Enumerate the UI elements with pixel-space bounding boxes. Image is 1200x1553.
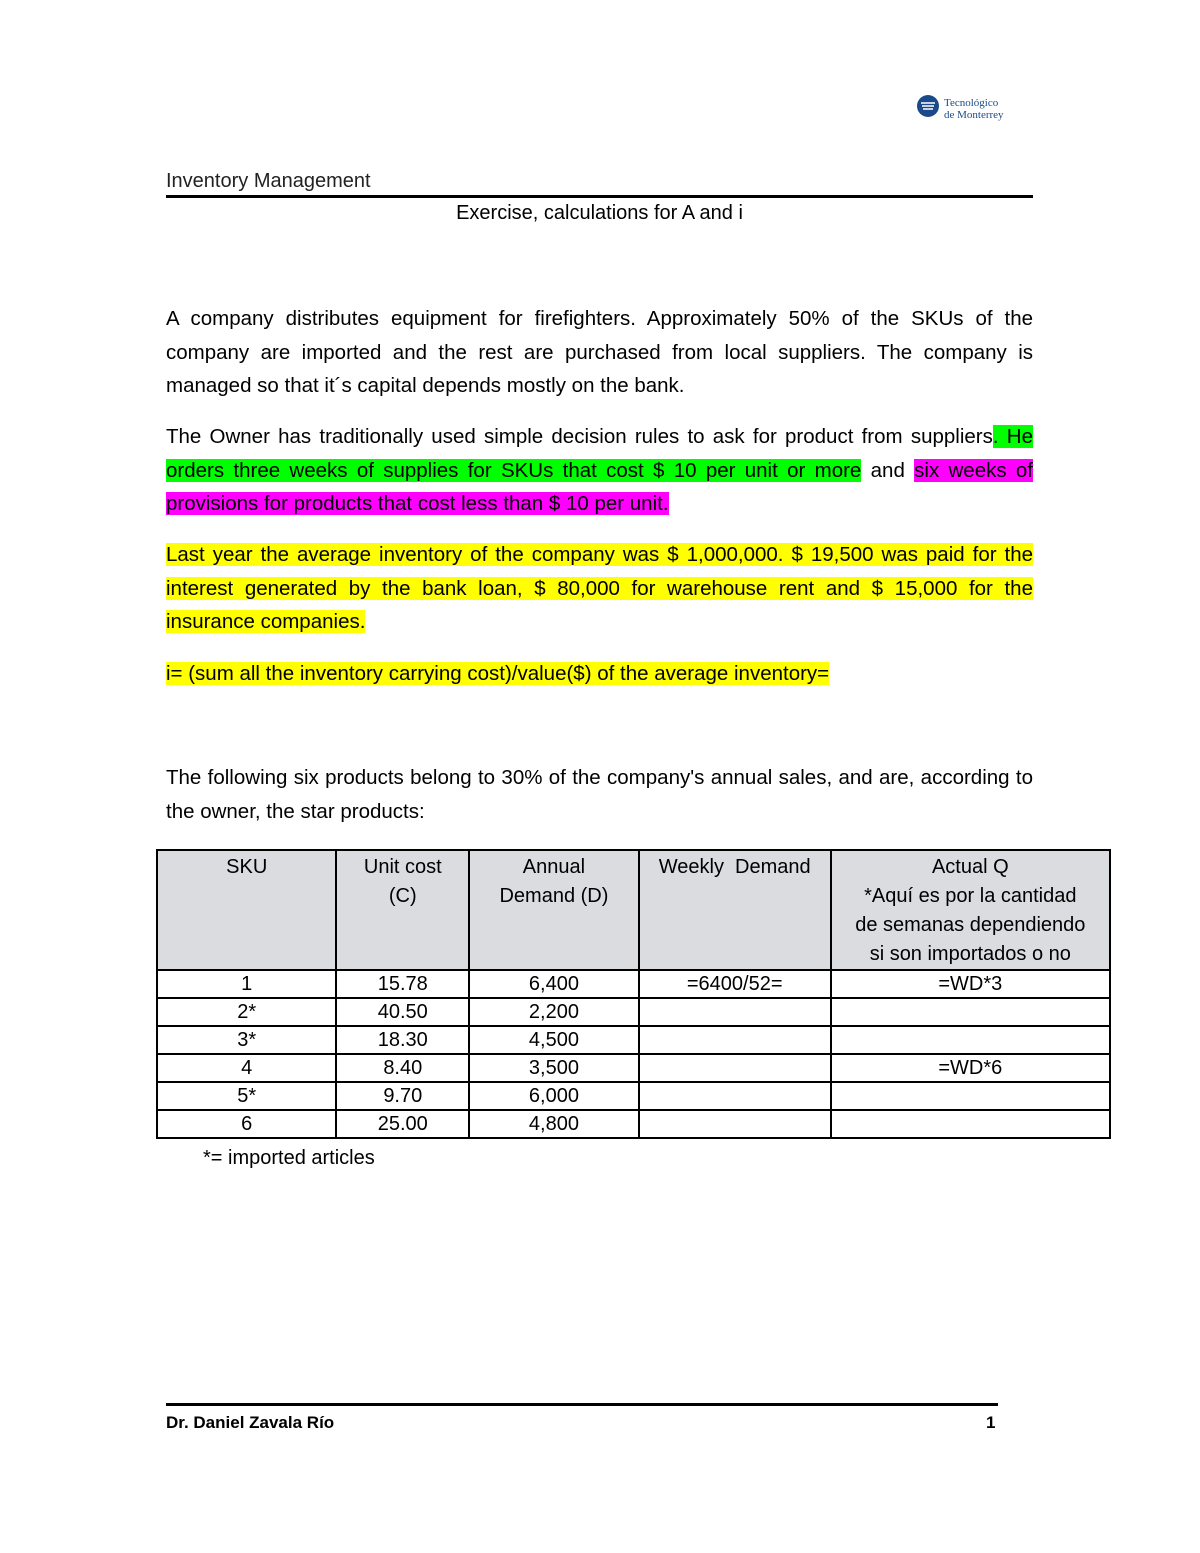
cell-sku: 4 xyxy=(157,1054,336,1082)
table-row xyxy=(157,1082,1110,1110)
cell-weekly-demand xyxy=(639,1054,831,1082)
cell-actual-q: =WD*3 xyxy=(831,970,1110,998)
header-annual-demand: Annual Demand (D) xyxy=(469,850,639,970)
table-row xyxy=(157,1026,1110,1054)
cell-weekly-demand xyxy=(639,1026,831,1054)
costs-highlight: Last year the average inventory of the company was $ 1,000,000. $ 19,500 was paid for the interest generated by the bank loan, $ 80,000 for warehouse rent and $ 15,000 for the insurance companies. xyxy=(166,543,1033,633)
header-actual-q: Actual Q *Aquí es por la cantidad de semanas dependiendo si son importados o no xyxy=(831,850,1110,970)
logo-line-2: de Monterrey xyxy=(944,109,1004,121)
table-header-row xyxy=(157,850,1110,970)
cell-actual-q xyxy=(831,1026,1110,1054)
cell-sku: 1 xyxy=(157,970,336,998)
table-row xyxy=(157,1110,1110,1138)
header-weekly-demand: Weekly Demand xyxy=(639,850,831,970)
cell-weekly-demand xyxy=(639,1082,831,1110)
footer-divider xyxy=(166,1403,998,1406)
products-table xyxy=(156,849,1111,1139)
rules-and-text: and xyxy=(861,458,915,482)
cell-weekly-demand: =6400/52= xyxy=(639,970,831,998)
cell-weekly-demand xyxy=(639,1110,831,1138)
cell-unit-cost: 8.40 xyxy=(336,1054,469,1082)
formula-highlight: i= (sum all the inventory carrying cost)/value($) of the average inventory= xyxy=(166,662,830,685)
cell-unit-cost: 18.30 xyxy=(336,1026,469,1054)
three-weeks-rule-highlight: . He orders three weeks of supplies for SKUs that cost $ 10 per unit or more xyxy=(166,425,1033,482)
page-number: 1 xyxy=(986,1413,996,1432)
header-sku: SKU xyxy=(157,850,336,970)
cell-unit-cost: 15.78 xyxy=(336,970,469,998)
cell-annual-demand: 6,400 xyxy=(469,970,639,998)
costs-paragraph xyxy=(166,538,1033,639)
cell-annual-demand: 4,500 xyxy=(469,1026,639,1054)
logo-line-1: Tecnológico xyxy=(944,97,999,109)
decision-rules-paragraph xyxy=(166,420,1033,521)
cell-sku: 5* xyxy=(157,1082,336,1110)
header-divider xyxy=(166,195,1033,198)
cell-annual-demand: 3,500 xyxy=(469,1054,639,1082)
table-row xyxy=(157,1054,1110,1082)
cell-annual-demand: 2,200 xyxy=(469,998,639,1026)
course-title: Inventory Management xyxy=(166,170,371,192)
cell-actual-q xyxy=(831,998,1110,1026)
exercise-title: Exercise, calculations for A and i xyxy=(456,202,743,224)
cell-sku: 6 xyxy=(157,1110,336,1138)
formula-paragraph xyxy=(166,657,1033,691)
six-weeks-rule-highlight: six weeks of provisions for products that cost less than $ 10 per unit. xyxy=(166,458,1033,515)
cell-actual-q xyxy=(831,1082,1110,1110)
intro-paragraph: A company distributes equipment for firefighters. Approximately 50% of the SKUs of the company are imported and the rest are purchased from local suppliers. The company is managed so that it´s capital depends mostly on the bank. xyxy=(166,307,1033,397)
cell-unit-cost: 25.00 xyxy=(336,1110,469,1138)
cell-unit-cost: 9.70 xyxy=(336,1082,469,1110)
tec-logo xyxy=(916,94,1016,126)
cell-actual-q: =WD*6 xyxy=(831,1054,1110,1082)
rules-intro-text: The Owner has traditionally used simple decision rules to ask for product from suppliers xyxy=(166,425,993,448)
imported-footnote: *= imported articles xyxy=(203,1147,375,1169)
tec-logo-emblem-icon xyxy=(916,94,940,118)
cell-sku: 3* xyxy=(157,1026,336,1054)
cell-sku: 2* xyxy=(157,998,336,1026)
cell-unit-cost: 40.50 xyxy=(336,998,469,1026)
cell-annual-demand: 6,000 xyxy=(469,1082,639,1110)
cell-weekly-demand xyxy=(639,998,831,1026)
table-row xyxy=(157,970,1110,998)
cell-actual-q xyxy=(831,1110,1110,1138)
cell-annual-demand: 4,800 xyxy=(469,1110,639,1138)
footer-author: Dr. Daniel Zavala Río xyxy=(166,1413,335,1432)
header-unit-cost: Unit cost (C) xyxy=(336,850,469,970)
table-row xyxy=(157,998,1110,1026)
star-products-paragraph: The following six products belong to 30% of the company's annual sales, and are, according to the owner, the star products: xyxy=(166,766,1033,823)
